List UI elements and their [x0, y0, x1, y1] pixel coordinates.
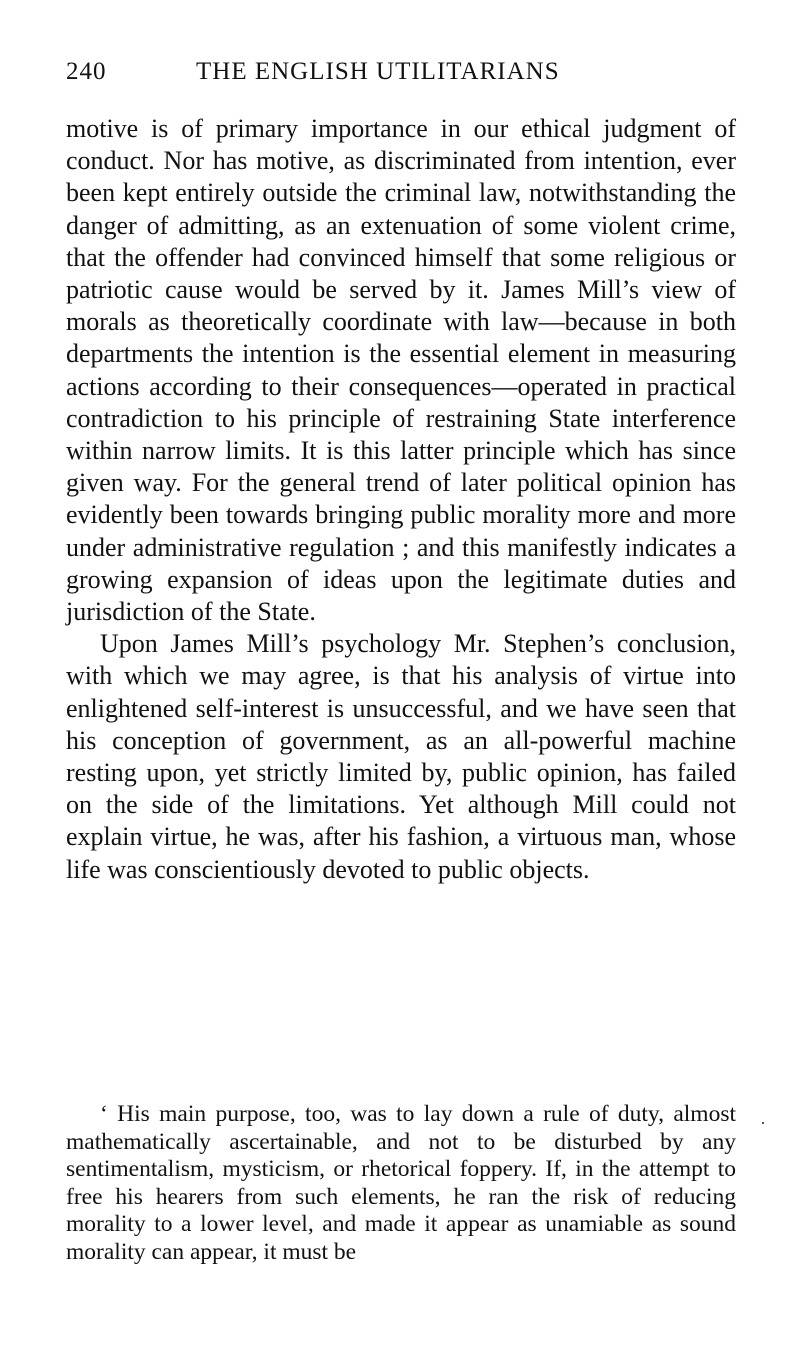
body-text: [66, 113, 736, 886]
book-title: THE ENGLISH UTILITARIANS: [196, 58, 560, 85]
paragraph-continued: motive is of primary importance in our ethical judgment of conduct. Nor has motive, as discriminated from intention, ever been kept entirely outside the criminal law, notwithstanding the danger of admitting, as an extenuation of some violent crime, that the offender had convinced himself that some religious or patriotic cause would be served by it. James Mill’s view of morals as theoretically coordinate with law—because in both departments the intention is the essential element in measuring actions according to their consequences—operated in practical contradiction to his principle of restraining State interference within narrow limits. It is this latter principle which has since given way. For the general trend of later political opinion has evidently been towards bringing public morality more and more under administrative regulation ; and this manifestly indicates a growing expansion of ideas upon the legitimate duties and jurisdiction of the State.: [66, 114, 736, 627]
margin-speck: [762, 1122, 764, 1124]
block-quote: ‘ His main purpose, too, was to lay down a rule of duty, almost mathematically ascertainable, and not to be disturbed by any sentimentalism, mysticism, or rhetorical foppery. If, in the attempt to free his hearers from such elements, he ran the risk of reducing morality to a lower level, and made it appear as unamiable as sound morality can appear, it must be: [66, 1101, 736, 1265]
running-head: [66, 58, 666, 94]
paragraph-mill-psychology: Upon James Mill’s psychology Mr. Stephen’s conclusion, with which we may agree, is that his analysis of virtue into enlightened self-interest is unsuccessful, and we have seen that his conception of government, as an all-powerful machine resting upon, yet strictly limited by, public opinion, has failed on the side of the limitations. Yet although Mill could not explain virtue, he was, after his fashion, a virtuous man, whose life was conscientiously devoted to public objects.: [66, 629, 736, 884]
page-number: 240: [66, 58, 107, 85]
